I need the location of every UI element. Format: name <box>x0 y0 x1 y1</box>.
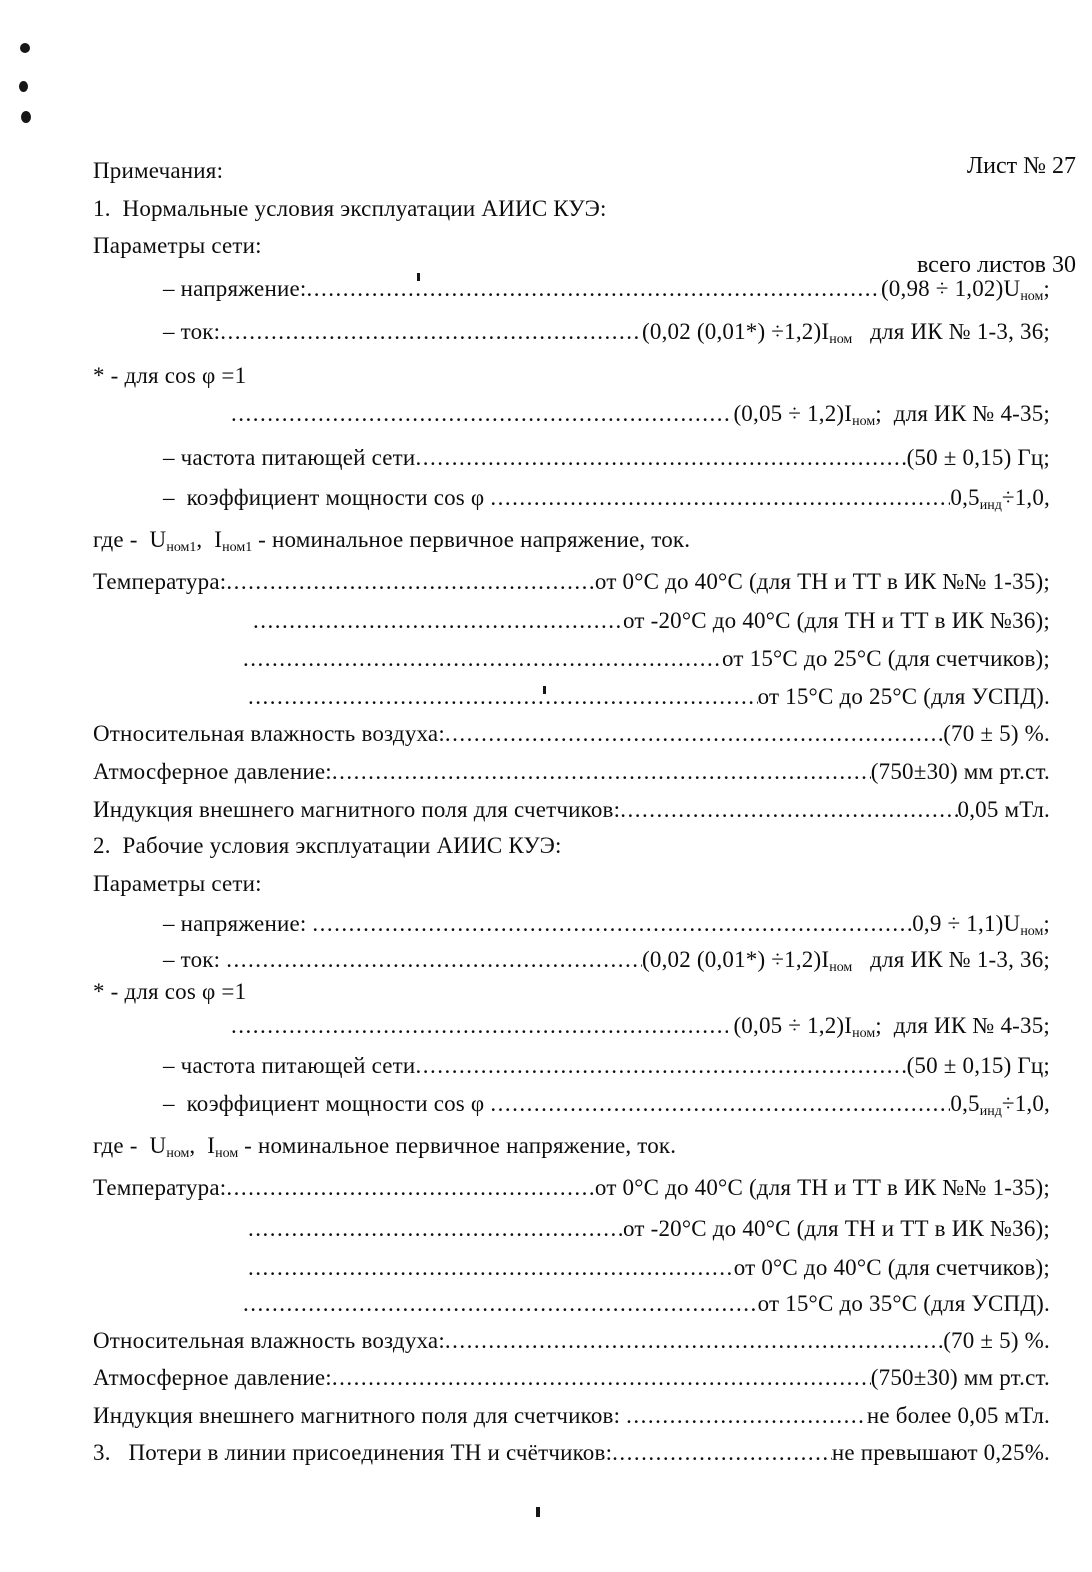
text-line <box>93 1053 1050 1079</box>
text-segment: - номинальное первичное напряжение, ток. <box>238 1133 677 1158</box>
line-label <box>163 947 226 973</box>
line-label <box>93 569 226 595</box>
text-line <box>93 608 1050 634</box>
text-segment: (0,98 ÷ 1,02)U <box>880 276 1021 301</box>
text-segment: от 0°С до 40°С (для ТН и ТТ в ИК №№ 1-35); <box>594 569 1050 594</box>
text-line <box>93 1216 1050 1242</box>
line-value <box>642 319 1050 349</box>
text-segment: Параметры сети: <box>93 233 262 258</box>
line-value <box>912 911 1050 941</box>
text-line <box>93 759 1050 785</box>
text-segment: ; <box>1043 276 1050 301</box>
line-label <box>93 833 562 859</box>
text-segment: (0,05 ÷ 1,2)I <box>733 401 853 426</box>
scan-artifact-dot <box>20 43 30 53</box>
dotted-leader <box>626 1403 867 1429</box>
subscript-text: ном1 <box>166 540 197 555</box>
text-segment: 1. Нормальные условия эксплуатации АИИС КУЭ: <box>93 196 607 221</box>
line-value <box>950 485 1050 515</box>
text-segment: – напряжение: <box>163 276 307 301</box>
line-label <box>163 1091 490 1117</box>
line-value <box>595 569 1050 595</box>
subscript-text: инд <box>979 498 1002 513</box>
scan-artifact-dot <box>19 81 28 92</box>
text-segment: Атмосферное давление: <box>93 759 332 784</box>
dotted-leader <box>226 569 595 595</box>
line-label <box>93 759 332 785</box>
text-segment: Температура: <box>93 1175 227 1200</box>
text-segment: (50 ± 0,15) Гц; <box>906 1053 1050 1078</box>
text-segment: от 0°С до 40°С (для счетчиков); <box>733 1255 1050 1280</box>
text-segment: ; для ИК № 4-35; <box>875 1013 1050 1038</box>
text-line <box>93 527 1050 557</box>
text-line <box>93 233 1050 259</box>
dotted-leader <box>332 759 871 785</box>
line-label <box>93 158 223 184</box>
text-segment: Индукция внешнего магнитного поля для счетчиков: <box>93 797 621 822</box>
text-line <box>93 833 1050 859</box>
dotted-leader <box>332 1365 871 1391</box>
subscript-text: ном1 <box>222 540 253 555</box>
text-line <box>93 1328 1050 1354</box>
text-segment: (0,05 ÷ 1,2)I <box>727 1013 853 1038</box>
text-line <box>93 684 1050 710</box>
text-segment: – частота питающей сети <box>163 1053 416 1078</box>
text-segment: где - U <box>93 1133 167 1158</box>
line-value <box>722 646 1050 672</box>
subscript-text: ном <box>1020 289 1044 304</box>
text-segment: * - для cos φ =1 <box>93 363 247 388</box>
scan-artifact-speck <box>536 1507 540 1517</box>
line-value <box>733 401 1050 431</box>
text-segment: (750±30) мм рт.ст. <box>870 759 1050 784</box>
text-line <box>93 196 1050 222</box>
text-segment: ÷1,0, <box>1001 485 1050 510</box>
dotted-leader <box>220 319 642 345</box>
line-value <box>623 1216 1050 1242</box>
text-segment: – коэффициент мощности cos φ <box>163 485 491 510</box>
text-segment: от 15°С до 35°С (для УСПД). <box>757 1291 1050 1316</box>
text-segment: * - для cos φ =1 <box>93 979 247 1004</box>
line-label <box>93 979 246 1005</box>
text-line <box>93 1133 1050 1163</box>
text-line <box>93 797 1050 823</box>
text-line <box>93 1175 1050 1201</box>
text-line <box>93 911 1050 941</box>
dotted-leader <box>243 646 722 672</box>
text-line <box>93 1091 1050 1121</box>
text-line <box>93 1365 1050 1391</box>
text-line <box>93 1013 1050 1043</box>
text-segment: для ИК № 1-3, 36; <box>852 947 1050 972</box>
text-segment: – коэффициент мощности cos φ <box>163 1091 491 1116</box>
text-line <box>93 1440 1050 1466</box>
line-label <box>93 1403 626 1429</box>
text-segment: Атмосферное давление: <box>93 1365 332 1390</box>
dotted-leader <box>226 947 642 973</box>
total-sheets-label: всего листов 30 <box>916 252 1076 278</box>
text-segment: - номинальное первичное напряжение, ток. <box>252 527 691 552</box>
text-line <box>93 319 1050 349</box>
text-segment: Относительная влажность воздуха: <box>93 1328 445 1353</box>
line-label <box>93 233 262 259</box>
dotted-leader <box>490 485 950 511</box>
dotted-leader <box>231 1013 728 1039</box>
text-segment: 0,9 ÷ 1,1)U <box>912 911 1021 936</box>
text-line <box>93 721 1050 747</box>
line-value <box>642 947 1050 977</box>
line-label <box>93 797 620 823</box>
text-line <box>93 1291 1050 1317</box>
line-label <box>163 319 220 345</box>
text-segment: от -20°С до 40°С (для ТН и ТТ в ИК №36); <box>623 1216 1050 1241</box>
text-segment: (0,02 (0,01*) ÷1,2)I <box>642 319 830 344</box>
subscript-text: ном <box>215 1146 239 1161</box>
subscript-text: ном <box>166 1146 190 1161</box>
line-value <box>728 1013 1051 1043</box>
text-segment: ÷1,0, <box>1001 1091 1050 1116</box>
line-label <box>163 911 312 937</box>
dotted-leader <box>248 684 758 710</box>
text-line <box>93 979 1050 1005</box>
text-line <box>93 871 1050 897</box>
dotted-leader <box>445 721 943 747</box>
text-segment: – ток: <box>163 319 221 344</box>
sheet-number-label: Лист № 27 <box>966 153 1076 179</box>
dotted-leader <box>248 1216 623 1242</box>
line-value <box>958 797 1051 823</box>
subscript-text: ном <box>1020 924 1044 939</box>
text-segment: 0,5 <box>950 485 980 510</box>
text-line <box>93 947 1050 977</box>
line-value <box>623 608 1050 634</box>
line-label <box>93 363 246 389</box>
subscript-text: ном <box>852 1026 876 1041</box>
text-segment: (0,02 (0,01*) ÷1,2)I <box>642 947 830 972</box>
dotted-leader <box>620 797 957 823</box>
line-value <box>907 1053 1050 1079</box>
text-segment: – частота питающей сети <box>163 445 416 470</box>
line-value <box>950 1091 1050 1121</box>
dotted-leader <box>612 1440 832 1466</box>
text-segment: , I <box>189 1133 216 1158</box>
dotted-leader <box>226 1175 595 1201</box>
text-segment: от 15°С до 25°С (для счетчиков); <box>722 646 1050 671</box>
text-segment: Примечания: <box>93 158 224 183</box>
line-label <box>93 871 262 897</box>
line-label <box>163 276 306 302</box>
text-line <box>93 485 1050 515</box>
subscript-text: ном <box>852 414 876 429</box>
dotted-leader <box>312 911 912 937</box>
text-segment: где - U <box>93 527 167 552</box>
text-line <box>93 158 1050 184</box>
text-segment: ; <box>1043 911 1050 936</box>
text-segment: Температура: <box>93 569 227 594</box>
text-segment: Параметры сети: <box>93 871 262 896</box>
line-value <box>758 684 1050 710</box>
text-segment: – ток: <box>163 947 227 972</box>
text-segment: от 15°С до 25°С (для УСПД). <box>757 684 1050 709</box>
line-value <box>943 721 1050 747</box>
subscript-text: ном <box>829 332 853 347</box>
text-line <box>93 363 1050 389</box>
subscript-text: ном <box>829 960 853 975</box>
text-segment: 3. Потери в линии присоединения ТН и счётчиков: <box>93 1440 613 1465</box>
scan-artifact-dot <box>21 111 31 123</box>
dotted-leader <box>415 445 906 471</box>
text-line <box>93 401 1050 431</box>
document-lines <box>93 158 1050 1466</box>
text-line <box>93 445 1050 471</box>
dotted-leader <box>231 401 733 427</box>
line-value <box>871 759 1050 785</box>
line-value <box>881 276 1050 306</box>
line-label <box>93 1175 226 1201</box>
text-line <box>93 646 1050 672</box>
text-line <box>93 1255 1050 1281</box>
text-segment: (50 ± 0,15) Гц; <box>906 445 1050 470</box>
line-value <box>734 1255 1050 1281</box>
dotted-leader <box>445 1328 943 1354</box>
line-value <box>907 445 1050 471</box>
text-segment: 0,05 мТл. <box>957 797 1050 822</box>
line-label <box>93 1133 676 1163</box>
line-label <box>93 1365 332 1391</box>
text-segment: не превышают 0,25%. <box>831 1440 1050 1465</box>
line-value <box>943 1328 1050 1354</box>
dotted-leader <box>253 608 623 634</box>
line-value <box>832 1440 1050 1466</box>
text-segment: , I <box>196 527 223 552</box>
dotted-leader <box>248 1255 734 1281</box>
dotted-leader <box>490 1091 950 1117</box>
line-value <box>595 1175 1050 1201</box>
line-label <box>163 445 415 471</box>
text-segment: (70 ± 5) %. <box>943 721 1050 746</box>
text-segment: Индукция внешнего магнитного поля для счетчиков: <box>93 1403 627 1428</box>
text-line <box>93 569 1050 595</box>
subscript-text: инд <box>979 1104 1002 1119</box>
text-segment: не более 0,05 мТл. <box>866 1403 1050 1428</box>
text-segment: от 0°С до 40°С (для ТН и ТТ в ИК №№ 1-35); <box>594 1175 1050 1200</box>
line-label <box>163 485 490 511</box>
text-segment: 0,5 <box>950 1091 980 1116</box>
line-label <box>93 1328 445 1354</box>
text-segment: ; для ИК № 4-35; <box>875 401 1050 426</box>
line-label <box>163 1053 415 1079</box>
text-segment: – напряжение: <box>163 911 313 936</box>
text-segment: 2. Рабочие условия эксплуатации АИИС КУЭ: <box>93 833 562 858</box>
line-value <box>758 1291 1050 1317</box>
line-label <box>93 1440 612 1466</box>
dotted-leader <box>415 1053 906 1079</box>
dotted-leader <box>306 276 880 302</box>
line-value <box>871 1365 1050 1391</box>
line-label <box>93 196 607 222</box>
text-line <box>93 1403 1050 1429</box>
text-segment: от -20°С до 40°С (для ТН и ТТ в ИК №36); <box>623 608 1050 633</box>
text-segment: Относительная влажность воздуха: <box>93 721 445 746</box>
dotted-leader <box>243 1291 758 1317</box>
line-label <box>93 527 690 557</box>
text-segment: (750±30) мм рт.ст. <box>870 1365 1050 1390</box>
text-line <box>93 276 1050 306</box>
line-value <box>867 1403 1050 1429</box>
text-segment: (70 ± 5) %. <box>943 1328 1050 1353</box>
line-label <box>93 721 445 747</box>
text-segment: для ИК № 1-3, 36; <box>852 319 1050 344</box>
